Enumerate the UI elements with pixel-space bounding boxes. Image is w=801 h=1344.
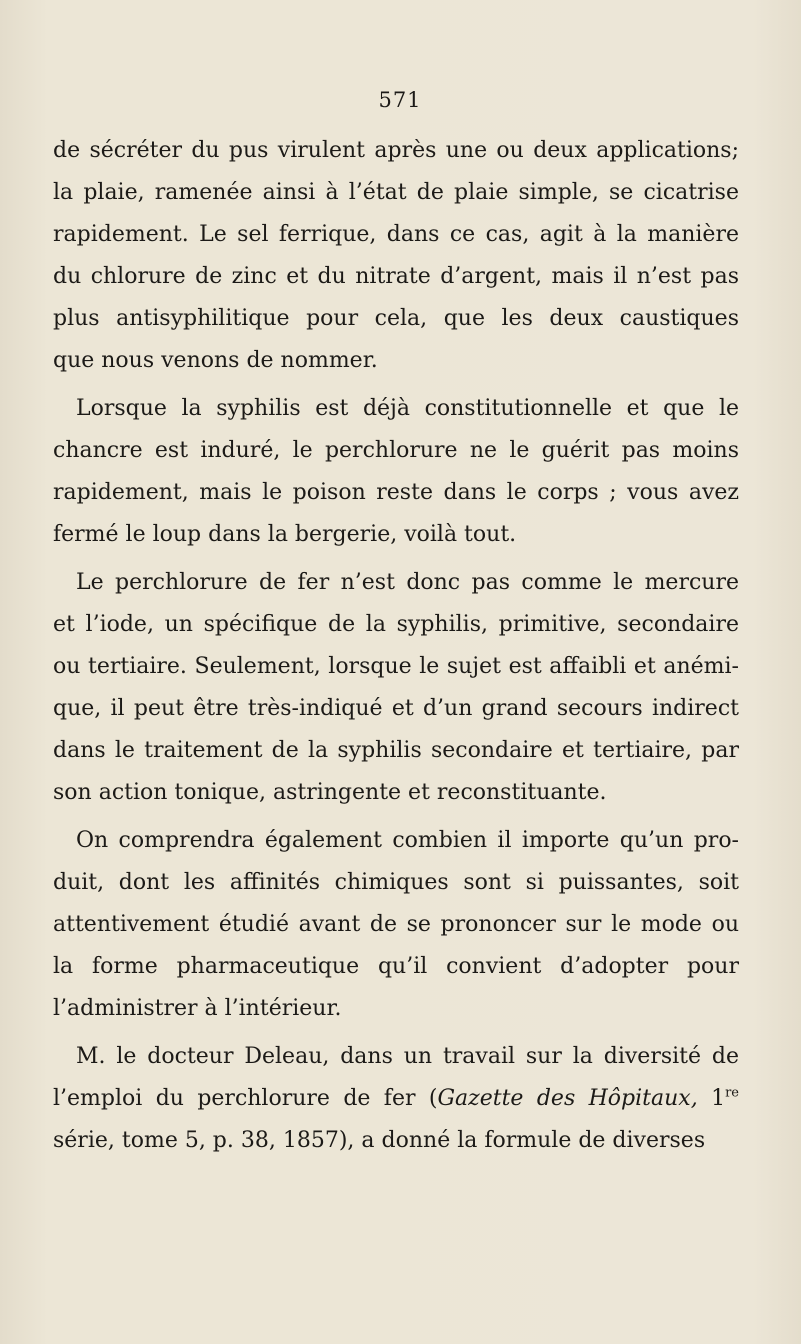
series-number: 1 xyxy=(711,1086,726,1111)
text-line: dans le traitement de la syphilis secondaire et tertiaire, par xyxy=(53,738,739,763)
text-line: ou tertiaire. Seulement, lorsque le sujet est affaibli et anémi- xyxy=(53,654,739,679)
text-line: son action tonique, astringente et reconstituante. xyxy=(53,780,607,805)
text-segment: l’emploi du perchlorure de fer ( xyxy=(53,1086,438,1111)
text-line: la plaie, ramenée ainsi à l’état de plaie simple, se cicatrise xyxy=(53,180,739,205)
text-line: duit, dont les affinités chimiques sont si puissantes, soit xyxy=(53,870,739,895)
text-line-with-citation xyxy=(53,1084,739,1114)
text-line: que, il peut être très-indiqué et d’un grand secours indirect xyxy=(53,696,739,721)
text-line: du chlorure de zinc et du nitrate d’argent, mais il n’est pas xyxy=(53,264,739,289)
page-number: 571 xyxy=(378,88,422,112)
text-line: Lorsque la syphilis est déjà constitutionnelle et que le xyxy=(76,396,739,421)
text-line: plus antisyphilitique pour cela, que les deux caustiques xyxy=(53,306,739,331)
text-line: rapidement, mais le poison reste dans le corps ; vous avez xyxy=(53,480,739,505)
text-line: On comprendra également combien il importe qu’un pro- xyxy=(76,828,739,853)
text-line: Le perchlorure de fer n’est donc pas comme le mercure xyxy=(76,570,739,595)
text-line: série, tome 5, p. 38, 1857), a donné la formule de diverses xyxy=(53,1128,706,1153)
text-line: et l’iode, un spécifique de la syphilis, primitive, secondaire xyxy=(53,612,739,637)
text-line: rapidement. Le sel ferrique, dans ce cas, agit à la manière xyxy=(53,222,739,247)
text-line: de sécréter du pus virulent après une ou deux applications; xyxy=(53,138,739,163)
text-line: fermé le loup dans la bergerie, voilà tout. xyxy=(53,522,517,547)
text-line: la forme pharmaceutique qu’il convient d’adopter pour xyxy=(53,954,739,979)
journal-title: Gazette des Hôpitaux, xyxy=(437,1086,698,1111)
text-line: que nous venons de nommer. xyxy=(53,348,378,373)
text-line: chancre est induré, le perchlorure ne le guérit pas moins xyxy=(53,438,739,463)
text-line: l’administrer à l’intérieur. xyxy=(53,996,342,1021)
series-superscript: re xyxy=(725,1085,739,1101)
text-line: attentivement étudié avant de se prononcer sur le mode ou xyxy=(53,912,739,937)
text-line: M. le docteur Deleau, dans un travail sur la diversité de xyxy=(76,1044,739,1069)
